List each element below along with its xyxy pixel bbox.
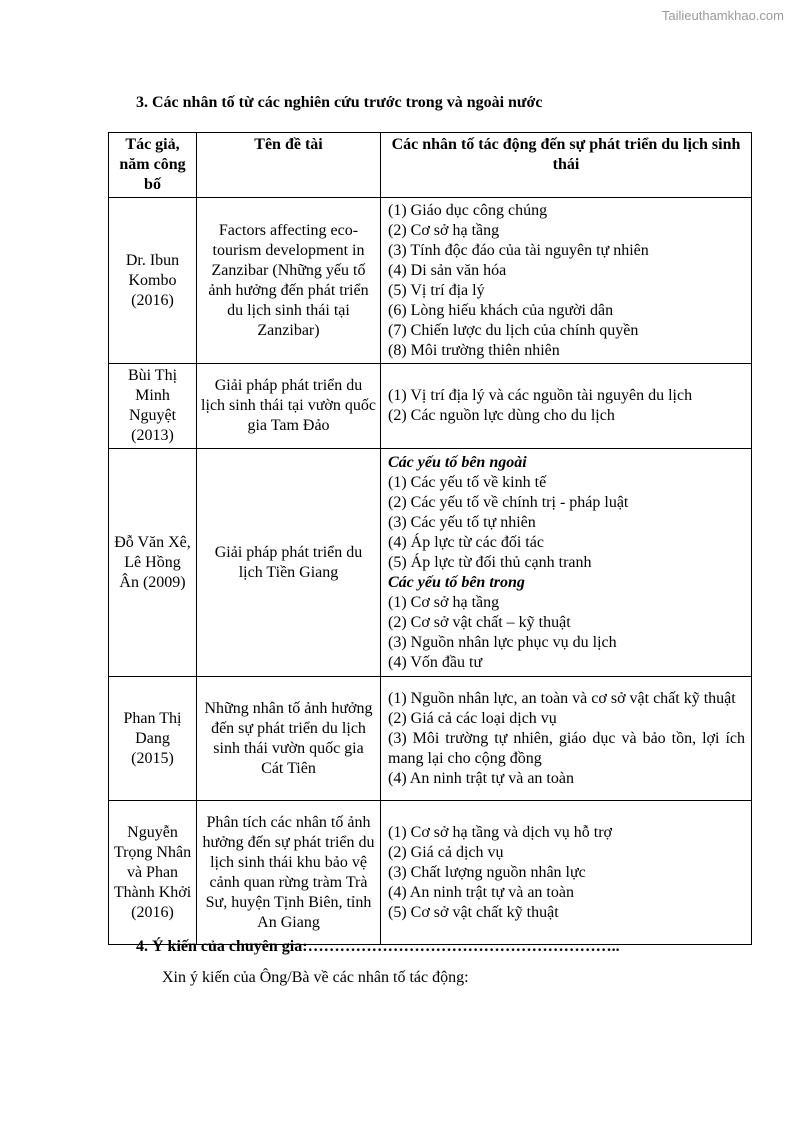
author-cell: Nguyễn Trọng Nhân và Phan Thành Khởi (2016) (109, 801, 197, 945)
section-3-title: 3. Các nhân tố từ các nghiên cứu trước trong và ngoài nước (136, 94, 543, 111)
factors-cell (381, 364, 752, 449)
factor-item: (4) Di sản văn hóa (388, 261, 507, 279)
factor-item: (6) Lòng hiếu khách của người dân (388, 301, 614, 319)
external-factors-heading: Các yếu tố bên ngoài (388, 453, 527, 471)
factor-item: (1) Vị trí địa lý và các nguồn tài nguyên du lịch (388, 387, 693, 404)
factor-item: (3) Các yếu tố tự nhiên (388, 513, 536, 531)
factor-item: (2) Giá cả các loại dịch vụ (388, 709, 557, 727)
author-cell: Bùi Thị Minh Nguyệt (2013) (109, 364, 197, 449)
author-cell: Phan Thị Dang (2015) (109, 677, 197, 801)
internal-factors-heading: Các yếu tố bên trong (388, 573, 525, 591)
factor-item: (2) Giá cả dịch vụ (388, 843, 504, 861)
factor-item: (2) Cơ sở vật chất – kỹ thuật (388, 613, 571, 631)
author-cell: Dr. Ibun Kombo (2016) (109, 198, 197, 364)
factor-item: (2) Các nguồn lực dùng cho du lịch (388, 407, 615, 424)
factor-item: (7) Chiến lược du lịch của chính quyền (388, 321, 639, 339)
factor-item: (4) An ninh trật tự và an toàn (388, 769, 574, 787)
factor-item: (3) Chất lượng nguồn nhân lực (388, 863, 586, 881)
factor-item: (1) Giáo dục công chúng (388, 201, 548, 219)
factor-item: (5) Cơ sở vật chất kỹ thuật (388, 903, 559, 921)
factors-cell (381, 449, 752, 677)
factors-cell (381, 198, 752, 364)
watermark: Tailieuthamkhao.com (661, 8, 784, 23)
topic-cell: Phân tích các nhân tố ảnh hưởng đến sự phát triển du lịch sinh thái khu bảo vệ cảnh quan rừng tràm Trà Sư, huyện Tịnh Biên, tỉnh An Giang (197, 801, 381, 945)
topic-cell: Giải pháp phát triển du lịch sinh thái tại vườn quốc gia Tam Đảo (197, 364, 381, 449)
factor-item: (3) Nguồn nhân lực phục vụ du lịch (388, 633, 617, 651)
factor-item: (1) Cơ sở hạ tầng (388, 593, 500, 611)
header-factors: Các nhân tố tác động đến sự phát triển du lịch sinh thái (381, 133, 752, 198)
factor-item: (3) Tính độc đáo của tài nguyên tự nhiên (388, 241, 649, 259)
table-row (109, 449, 752, 677)
factors-cell (381, 677, 752, 801)
factor-item: (4) An ninh trật tự và an toàn (388, 883, 574, 901)
factors-cell (381, 801, 752, 945)
author-cell: Đỗ Văn Xê, Lê Hồng Ân (2009) (109, 449, 197, 677)
table-header-row (109, 133, 752, 198)
factor-item: (5) Vị trí địa lý (388, 281, 485, 299)
factor-item: (2) Cơ sở hạ tầng (388, 221, 500, 239)
header-author: Tác giả, năm công bố (109, 133, 197, 198)
factor-item: (1) Các yếu tố về kinh tế (388, 473, 547, 491)
table-row (109, 677, 752, 801)
table-row (109, 801, 752, 945)
opinion-prompt: Xin ý kiến của Ông/Bà về các nhân tố tác động: (162, 969, 469, 986)
topic-cell: Giải pháp phát triển du lịch Tiền Giang (197, 449, 381, 677)
header-topic: Tên đề tài (197, 133, 381, 198)
factor-item: (1) Cơ sở hạ tầng và dịch vụ hỗ trợ (388, 823, 613, 841)
factor-item: (8) Môi trường thiên nhiên (388, 341, 560, 359)
topic-cell: Factors affecting eco-tourism development in Zanzibar (Những yếu tố ảnh hưởng đến phát triển du lịch sinh thái tại Zanzibar) (197, 198, 381, 364)
section-4-title: 4. Ý kiến của chuyên gia:………………………………………………….. (136, 938, 620, 955)
topic-cell: Những nhân tố ảnh hưởng đến sự phát triển du lịch sinh thái vườn quốc gia Cát Tiên (197, 677, 381, 801)
factor-item: (4) Áp lực từ các đối tác (388, 533, 544, 551)
factor-item: (1) Nguồn nhân lực, an toàn và cơ sở vật chất kỹ thuật (388, 689, 736, 707)
table-row (109, 364, 752, 449)
table-row (109, 198, 752, 364)
factor-item: (2) Các yếu tố về chính trị - pháp luật (388, 493, 629, 511)
factor-item: (4) Vốn đầu tư (388, 653, 483, 671)
factor-item: (3) Môi trường tự nhiên, giáo dục và bảo tồn, lợi ích mang lại cho cộng đồng (388, 729, 745, 767)
studies-table (108, 132, 752, 945)
factor-item: (5) Áp lực từ đối thủ cạnh tranh (388, 553, 592, 571)
